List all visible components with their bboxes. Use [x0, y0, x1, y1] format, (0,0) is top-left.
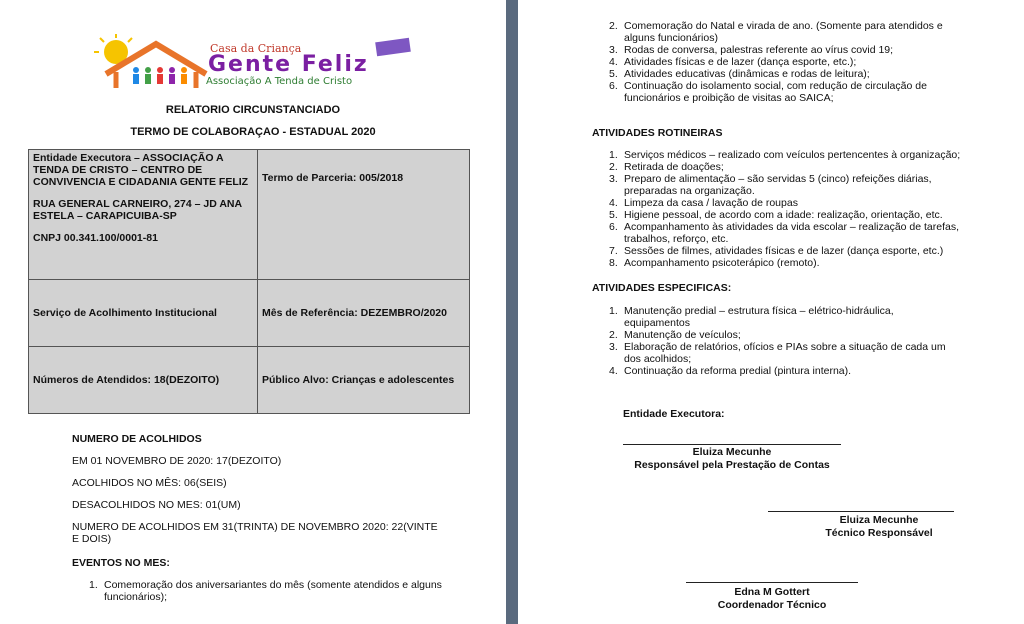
- list-text: Acompanhamento às atividades da vida escolar – realização de tarefas, trabalhos, reforço, etc.: [624, 221, 960, 245]
- list-number: 2.: [609, 161, 618, 173]
- organization-logo: [86, 34, 436, 90]
- entity-name: Entidade Executora – ASSOCIAÇÃO A TENDA DE CRISTO – CENTRO DE CONVIVENCIA E CIDADANIA GENTE FELIZ: [33, 152, 249, 188]
- list-number: 6.: [609, 80, 618, 92]
- list-number: 5.: [609, 209, 618, 221]
- list-text: Acompanhamento psicoterápico (remoto).: [624, 257, 820, 269]
- especificas-heading: ATIVIDADES ESPECIFICAS:: [592, 282, 732, 294]
- list-text: Serviços médicos – realizado com veículos pertencentes à organização;: [624, 149, 961, 161]
- list-text: Limpeza da casa / lavação de roupas: [624, 197, 798, 209]
- rotineiras-list: [592, 149, 962, 269]
- list-item: [592, 305, 962, 329]
- list-text: Atividades educativas (dinâmicas e rodas de leitura);: [624, 68, 870, 80]
- list-number: 6.: [609, 221, 618, 233]
- signature-role-2: Técnico Responsável: [825, 527, 933, 539]
- list-text: Higiene pessoal, de acordo com a idade: realização, orientação, etc.: [624, 209, 943, 221]
- entity-cnpj: CNPJ 00.341.100/0001-81: [33, 232, 158, 244]
- servico: Serviço de Acolhimento Institucional: [33, 307, 217, 319]
- list-text: Comemoração dos aniversariantes do mês (somente atendidos e alguns funcionários);: [104, 579, 442, 603]
- list-item: [592, 56, 962, 68]
- list-text: Retirada de doações;: [624, 161, 724, 173]
- signature-role-1: Responsável pela Prestação de Contas: [634, 459, 830, 471]
- acolhidos-line-3: DESACOLHIDOS NO MES: 01(UM): [72, 499, 241, 511]
- list-item: [592, 20, 962, 44]
- mes-referencia: Mês de Referência: DEZEMBRO/2020: [262, 307, 447, 319]
- list-number: 3.: [609, 341, 618, 353]
- signature-line: [686, 582, 858, 583]
- list-number: 1.: [89, 579, 98, 591]
- signature-name-3: Edna M Gottert: [734, 586, 810, 598]
- list-item: [592, 341, 962, 365]
- acolhidos-line-2: ACOLHIDOS NO MÊS: 06(SEIS): [72, 477, 227, 489]
- numeros-atendidos: Números de Atendidos: 18(DEZOITO): [33, 374, 220, 386]
- report-title: RELATORIO CIRCUNSTANCIADO: [165, 104, 341, 116]
- document-page-right: [518, 0, 1024, 624]
- acolhidos-line-4: NUMERO DE ACOLHIDOS EM 31(TRINTA) DE NOVEMBRO 2020: 22(VINTE E DOIS): [72, 521, 438, 545]
- list-number: 2.: [609, 329, 618, 341]
- list-text: Sessões de filmes, atividades físicas e de lazer (dança esporte, etc.): [624, 245, 944, 257]
- logo-line-3: Associação A Tenda de Cristo: [206, 76, 353, 87]
- list-number: 5.: [609, 68, 618, 80]
- signature-role-3: Coordenador Técnico: [717, 599, 827, 611]
- eventos-heading: EVENTOS NO MES:: [72, 557, 170, 569]
- list-number: 1.: [609, 305, 618, 317]
- list-text: Preparo de alimentação – são servidas 5 (cinco) refeições diárias, preparadas na organização.: [624, 173, 932, 197]
- signature-name-1: Eluiza Mecunhe: [692, 446, 772, 458]
- rotineiras-heading: ATIVIDADES ROTINEIRAS: [592, 127, 723, 139]
- list-item: [592, 44, 962, 56]
- list-item: [592, 329, 962, 341]
- list-item: [592, 365, 962, 377]
- info-table: [28, 149, 470, 414]
- acolhidos-line-1: EM 01 NOVEMBRO DE 2020: 17(DEZOITO): [72, 455, 282, 467]
- list-text: Rodas de conversa, palestras referente ao vírus covid 19;: [624, 44, 894, 56]
- list-item: [592, 68, 962, 80]
- list-text: Continuação do isolamento social, com redução de circulação de funcionários e proibição de visitas ao SAICA;: [624, 80, 927, 104]
- list-number: 7.: [609, 245, 618, 257]
- list-item: [592, 245, 962, 257]
- list-text: Manutenção predial – estrutura física – elétrico-hidráulica, equipamentos: [624, 305, 894, 329]
- list-item: [592, 149, 962, 161]
- termo-parceria: Termo de Parceria: 005/2018: [262, 172, 404, 184]
- eventos-list-right: [592, 20, 962, 104]
- list-text: Comemoração do Natal e virada de ano. (Somente para atendidos e alguns funcionários): [624, 20, 943, 44]
- signature-line: [623, 444, 841, 445]
- list-item: [592, 161, 962, 173]
- publico-alvo: Público Alvo: Crianças e adolescentes: [262, 374, 455, 386]
- list-number: 3.: [609, 173, 618, 185]
- list-number: 3.: [609, 44, 618, 56]
- list-item: [592, 209, 962, 221]
- logo-line-2: Gente Feliz: [208, 52, 369, 77]
- list-number: 2.: [609, 20, 618, 32]
- list-item: [72, 579, 452, 603]
- list-item: [592, 173, 962, 197]
- list-item: [592, 221, 962, 245]
- document-page-left: [0, 0, 506, 624]
- list-text: Elaboração de relatórios, ofícios e PIAs sobre a situação de cada um dos acolhidos;: [624, 341, 946, 365]
- acolhidos-heading: NUMERO DE ACOLHIDOS: [72, 433, 202, 445]
- list-text: Manutenção de veículos;: [624, 329, 741, 341]
- especificas-list: [592, 305, 962, 377]
- list-item: [592, 257, 962, 269]
- list-item: [592, 80, 962, 104]
- signature-line: [768, 511, 954, 512]
- list-text: Atividades físicas e de lazer (dança esporte, etc.);: [624, 56, 857, 68]
- report-subtitle: TERMO DE COLABORAÇAO - ESTADUAL 2020: [130, 126, 376, 138]
- eventos-list-left: [72, 579, 452, 603]
- list-text: Continuação da reforma predial (pintura interna).: [624, 365, 852, 377]
- list-item: [592, 197, 962, 209]
- list-number: 4.: [609, 365, 618, 377]
- list-number: 4.: [609, 56, 618, 68]
- entity-address: RUA GENERAL CARNEIRO, 274 – JD ANA ESTELA – CARAPICUIBA-SP: [33, 198, 242, 222]
- entidade-executora-label: Entidade Executora:: [623, 408, 725, 420]
- list-number: 1.: [609, 149, 618, 161]
- logo-line-1: Casa da Criança: [210, 42, 302, 55]
- list-number: 4.: [609, 197, 618, 209]
- list-number: 8.: [609, 257, 618, 269]
- signature-name-2: Eluiza Mecunhe: [839, 514, 919, 526]
